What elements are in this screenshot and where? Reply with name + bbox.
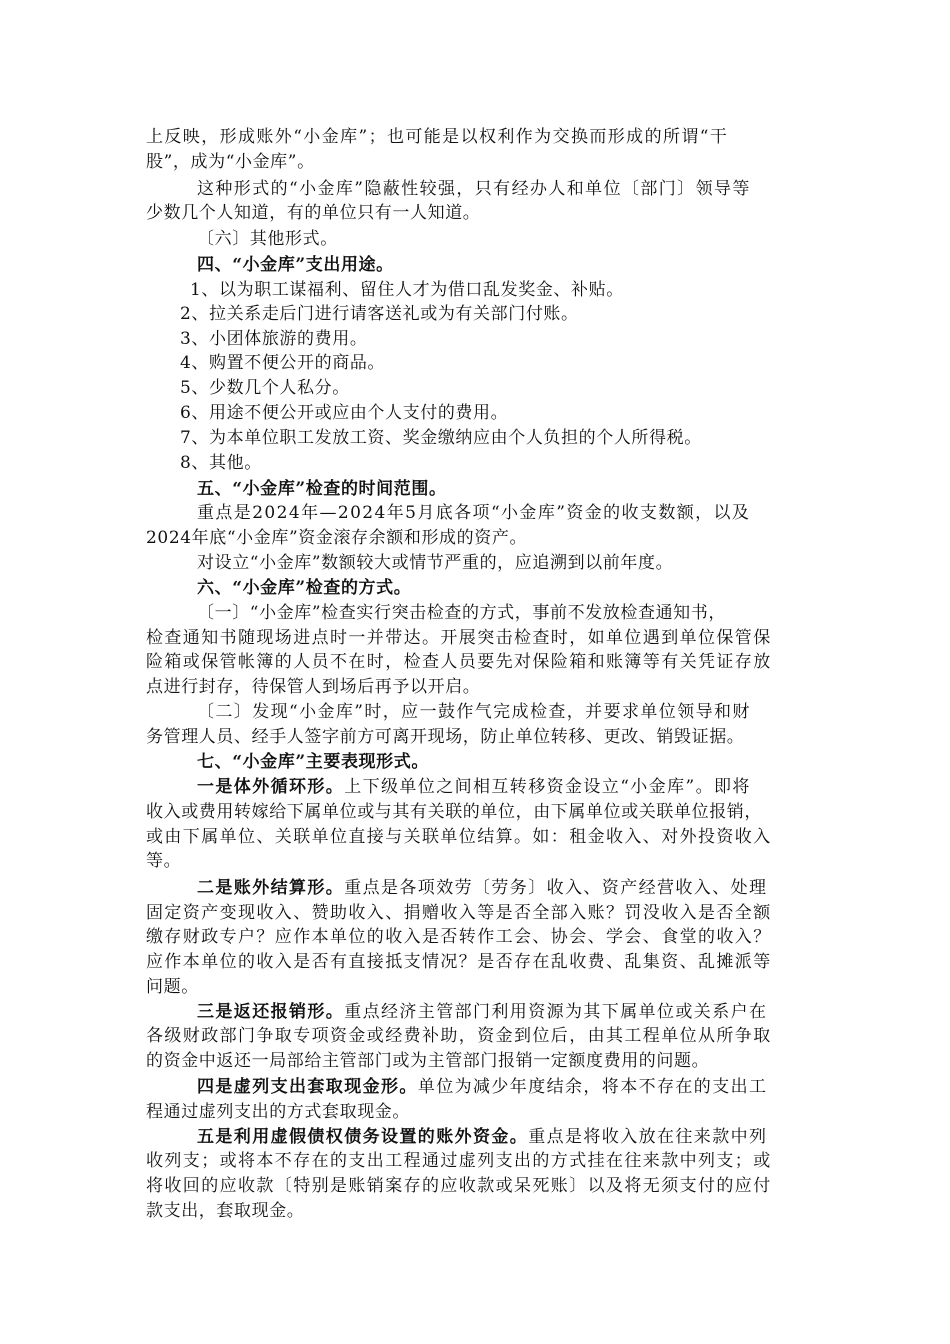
text-span: 重点是各项效劳〔劳务〕收入、资产经营收入、处理 [344,878,768,898]
section-heading: 四、“小金库”支出用途。 [197,255,394,275]
text-line: 〔一〕“小金库”检查实行突击检查的方式，事前不发放检查通知书， [197,603,726,623]
list-item: 6、用途不便公开或应由个人支付的费用。 [180,403,509,423]
section-heading: 五、“小金库”检查的时间范围。 [197,479,447,499]
text-line: 股”，成为“小金库”。 [146,152,315,172]
text-line: 问题。 [146,977,199,997]
list-item: 4、购置不便公开的商品。 [180,353,386,373]
list-item: 8、其他。 [180,453,262,473]
text-line: 务管理人员、经手人签字前方可离开现场，防止单位转移、更改、销毁证据。 [146,727,745,747]
text-line: 收列支；或将本不存在的支出工程通过虚列支出的方式挂在往来款中列支；或 [146,1151,772,1171]
subheading: 三是返还报销形。 [197,1002,345,1022]
text-line: 应作本单位的收入是否有直接抵支情况？是否存在乱收费、乱集资、乱摊派等 [146,952,772,972]
paragraph-line [197,1125,767,1149]
list-item: 1、以为职工谋福利、留住人才为借口乱发奖金、补贴。 [190,280,624,300]
list-item: 5、少数几个人私分。 [180,378,350,398]
text-line: 2024年底“小金库”资金滚存余额和形成的资产。 [146,528,528,548]
text-line: 重点是2024年—2024年5月底各项“小金库”资金的收支数额，以及 [197,503,751,523]
text-line: 等。 [146,851,182,871]
paragraph-line [197,876,767,900]
text-span: 重点是将收入放在往来款中列 [528,1127,768,1147]
subheading: 一是体外循环形。 [197,777,345,797]
text-line: 或由下属单位、关联单位直接与关联单位结算。如：租金收入、对外投资收入 [146,827,772,847]
text-line: 缴存财政专户？应作本单位的收入是否转作工会、协会、学会、食堂的收入？ [146,927,772,947]
list-item: 3、小团体旅游的费用。 [180,329,368,349]
text-line: 各级财政部门争取专项资金或经费补助，资金到位后，由其工程单位从所争取 [146,1026,772,1046]
text-line: 这种形式的“小金库”隐蔽性较强，只有经办人和单位〔部门〕领导等 [197,179,751,199]
text-line: 款支出，套取现金。 [146,1201,305,1221]
text-line: 〔二〕发现“小金库”时，应一鼓作气完成检查，并要求单位领导和财 [197,702,751,722]
text-span: 上下级单位之间相互转移资金设立“小金库”。即将 [344,777,751,797]
text-line: 点进行封存，待保管人到场后再予以开启。 [146,677,481,697]
text-line: 检查通知书随现场进点时一并带达。开展突击检查时，如单位遇到单位保管保 [146,628,772,648]
list-item: 2、拉关系走后门进行请客送礼或为有关部门付账。 [180,304,579,324]
subheading: 四是虚列支出套取现金形。 [197,1077,418,1097]
paragraph-line [197,1075,767,1099]
text-span: 重点经济主管部门利用资源为其下属单位或关系户在 [344,1002,768,1022]
section-heading: 七、“小金库”主要表现形式。 [197,752,429,772]
text-line: 上反映，形成账外“小金库”；也可能是以权利作为交换而形成的所谓“干 [146,127,729,147]
paragraph-line [197,1000,767,1024]
list-item: 7、为本单位职工发放工资、奖金缴纳应由个人负担的个人所得税。 [180,428,702,448]
text-line: 程通过虚列支出的方式套取现金。 [146,1102,410,1122]
subheading: 二是账外结算形。 [197,878,345,898]
text-line: 固定资产变现收入、赞助收入、捐赠收入等是否全部入账？罚没收入是否全额 [146,903,772,923]
text-line: 对设立“小金库”数额较大或情节严重的，应追溯到以前年度。 [197,553,674,573]
text-line: 〔六〕其他形式。 [197,229,338,249]
text-line: 的资金中返还一局部给主管部门或为主管部门报销一定额度费用的问题。 [146,1051,710,1071]
text-line: 收入或费用转嫁给下属单位或与其有关联的单位，由下属单位或关联单位报销， [146,802,762,822]
text-line: 险箱或保管帐簿的人员不在时，检查人员要先对保险箱和账簿等有关凭证存放 [146,652,772,672]
text-line: 将收回的应收款〔特别是账销案存的应收款或呆死账〕以及将无须支付的应付 [146,1176,772,1196]
section-heading: 六、“小金库”检查的方式。 [197,578,412,598]
subheading: 五是利用虚假债权债务设置的账外资金。 [197,1127,529,1147]
paragraph-line [197,775,751,799]
text-line: 少数几个人知道，有的单位只有一人知道。 [146,203,481,223]
text-span: 单位为减少年度结余，将本不存在的支出工 [417,1077,768,1097]
